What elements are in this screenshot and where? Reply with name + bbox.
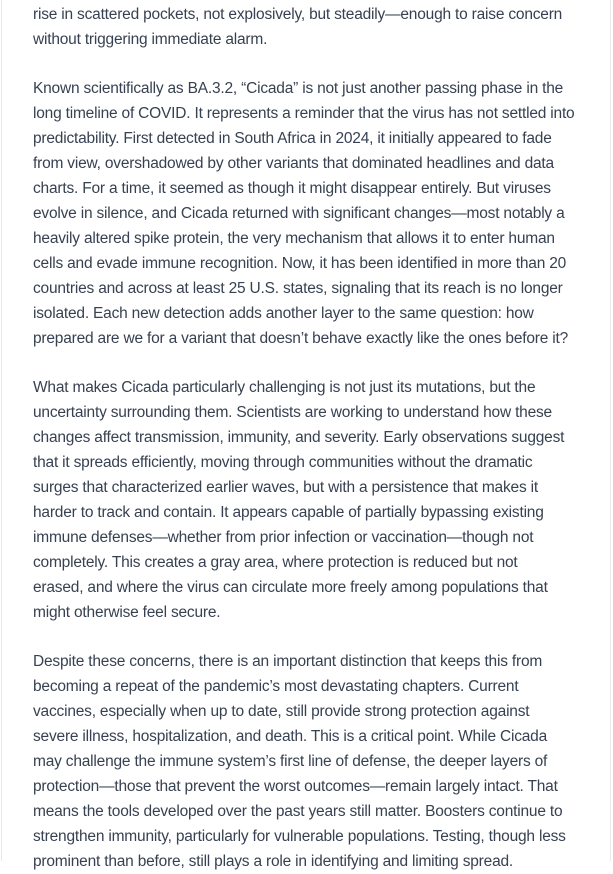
- text-line: What makes Cicada particularly challenging is not just its mutations, but the: [33, 379, 536, 396]
- text-line: severe illness, hospitalization, and death. This is a critical point. While Cicada: [33, 728, 548, 745]
- paragraph: [33, 375, 580, 625]
- text-line: predictability. First detected in South Africa in 2024, it initially appeared to fade: [33, 130, 552, 147]
- article-body: [2, 0, 610, 874]
- text-line: completely. This creates a gray area, where protection is reduced but not: [33, 554, 518, 571]
- paragraph: [33, 649, 580, 874]
- page: [1, 0, 611, 870]
- paragraph: [33, 2, 580, 52]
- text-line: changes affect transmission, immunity, and severity. Early observations suggest: [33, 429, 565, 446]
- text-line: might otherwise feel secure.: [33, 604, 221, 621]
- text-line: isolated. Each new detection adds another layer to the same question: how: [33, 305, 534, 322]
- text-line: rise in scattered pockets, not explosively, but steadily—enough to raise concern: [33, 6, 563, 23]
- text-line: Known scientifically as BA.3.2, “Cicada” is not just another passing phase in the: [33, 80, 564, 97]
- text-line: heavily altered spike protein, the very mechanism that allows it to enter human: [33, 230, 555, 247]
- text-line: becoming a repeat of the pandemic’s most devastating chapters. Current: [33, 678, 519, 695]
- text-line: protection—those that prevent the worst outcomes—remain largely intact. That: [33, 778, 558, 795]
- text-line: may challenge the immune system’s first line of defense, the deeper layers of: [33, 753, 548, 770]
- text-line: uncertainty surrounding them. Scientists are working to understand how these: [33, 404, 552, 421]
- text-line: that it spreads efficiently, moving through communities without the dramatic: [33, 454, 533, 471]
- text-line: means the tools developed over the past years still matter. Boosters continue to: [33, 803, 563, 820]
- text-line: erased, and where the virus can circulate more freely among populations that: [33, 579, 548, 596]
- text-line: without triggering immediate alarm.: [33, 31, 268, 48]
- text-line: charts. For a time, it seemed as though it might disappear entirely. But viruses: [33, 180, 551, 197]
- text-line: harder to track and contain. It appears capable of partially bypassing existing: [33, 504, 544, 521]
- text-line: countries and across at least 25 U.S. states, signaling that its reach is no longer: [33, 280, 563, 297]
- text-line: from view, overshadowed by other variants that dominated headlines and data: [33, 155, 554, 172]
- text-line: Despite these concerns, there is an important distinction that keeps this from: [33, 653, 543, 670]
- text-line: long timeline of COVID. It represents a reminder that the virus has not settled into: [33, 105, 575, 122]
- text-line: vaccines, especially when up to date, still provide strong protection against: [33, 703, 530, 720]
- paragraph: [33, 76, 580, 351]
- text-line: strengthen immunity, particularly for vulnerable populations. Testing, though less: [33, 828, 566, 845]
- text-line: surges that characterized earlier waves, but with a persistence that makes it: [33, 479, 538, 496]
- text-line: cells and evade immune recognition. Now, it has been identified in more than 20: [33, 255, 567, 272]
- text-line: prominent than before, still plays a role in identifying and limiting spread.: [33, 853, 514, 870]
- text-line: immune defenses—whether from prior infection or vaccination—though not: [33, 529, 534, 546]
- text-line: prepared are we for a variant that doesn’t behave exactly like the ones before it?: [33, 330, 569, 347]
- text-line: evolve in silence, and Cicada returned with significant changes—most notably a: [33, 205, 565, 222]
